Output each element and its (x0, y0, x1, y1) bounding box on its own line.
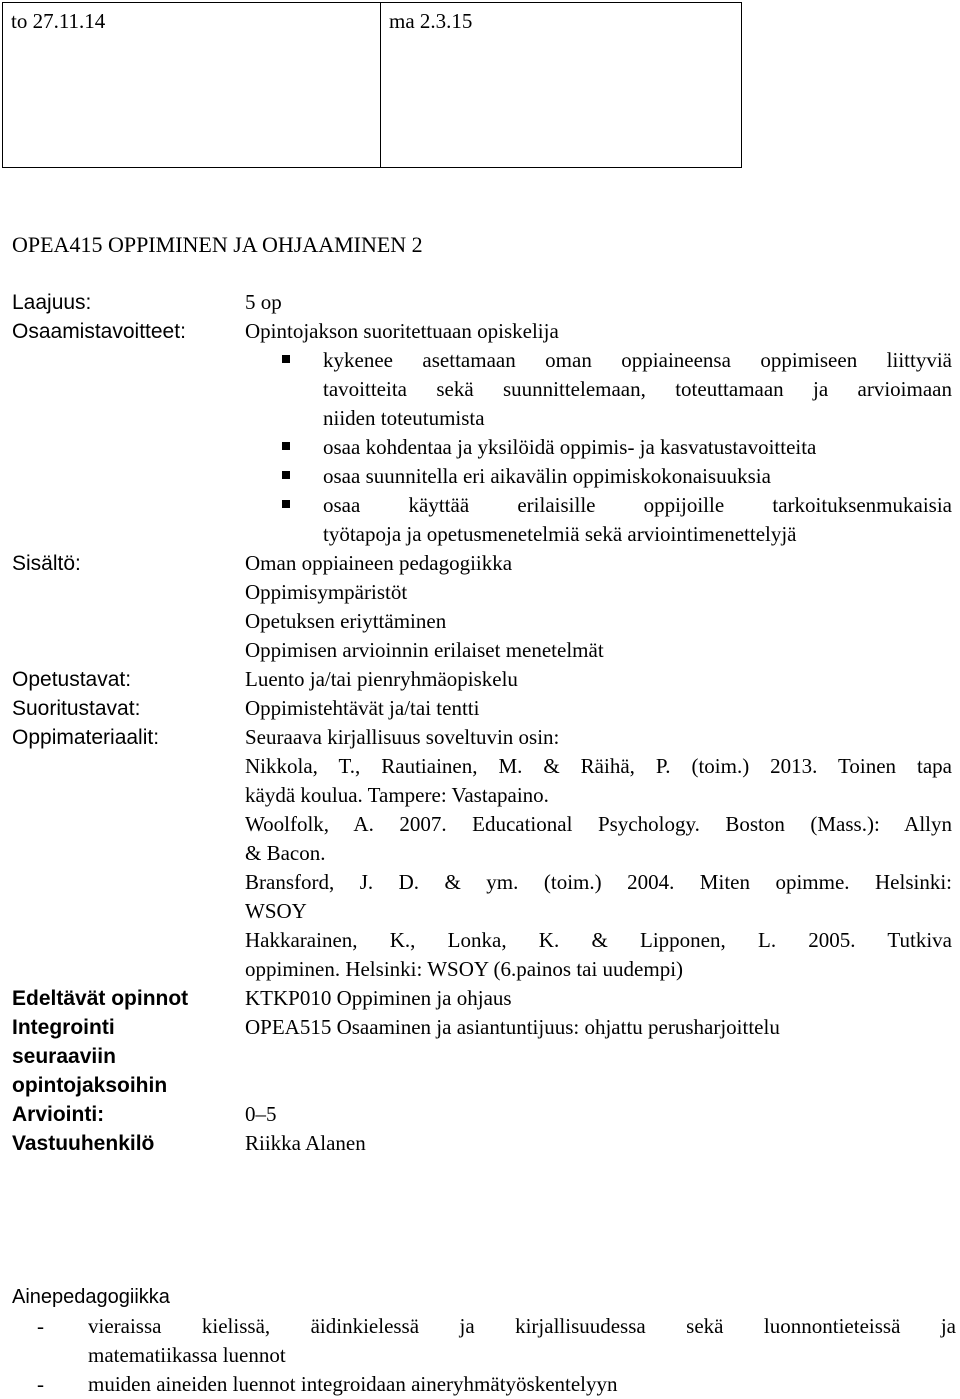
row-vastuuhenkilo (12, 1129, 952, 1158)
row-integrointi (12, 1013, 952, 1100)
objective-item (245, 462, 952, 491)
footer-line: - muiden aineiden luennot integroidaan aineryhmätyöskentelyyn (88, 1372, 618, 1396)
value-laajuus: 5 op (245, 290, 282, 314)
objective-line: tavoitteita sekä suunnittelemaan, toteuttamaan ja arvioimaan (323, 377, 952, 401)
footer-item (12, 1370, 956, 1399)
objective-line: kykenee asettamaan oman oppiaineensa oppimiseen liittyviä (323, 348, 952, 372)
header-cell-left (3, 3, 381, 167)
footer-item (12, 1312, 956, 1370)
label-integrointi (12, 1013, 245, 1100)
reference-line: WSOY (245, 899, 307, 923)
objectives-intro: Opintojakson suoritettuaan opiskelija (245, 319, 559, 343)
objective-item (245, 491, 952, 549)
row-opetustavat (12, 665, 952, 694)
label-vastuuhenkilo: Vastuuhenkilö (12, 1132, 155, 1155)
course-title: OPEA415 OPPIMINEN JA OHJAAMINEN 2 (12, 232, 423, 257)
row-oppimateriaalit (12, 723, 952, 984)
value-suoritustavat: Oppimistehtävät ja/tai tentti (245, 696, 480, 720)
course-info (12, 288, 952, 1158)
value-sisalto (245, 549, 952, 665)
left-date: to 27.11.14 (11, 9, 106, 33)
label-line: Integrointi (12, 1016, 115, 1039)
label-laajuus: Laajuus: (12, 291, 92, 314)
materials-intro: Seuraava kirjallisuus soveltuvin osin: (245, 725, 560, 749)
label-opetustavat: Opetustavat: (12, 668, 132, 691)
objective-line: osaa kohdentaa ja yksilöidä oppimis- ja kasvatustavoitteita (323, 435, 817, 459)
reference-line: käydä koulua. Tampere: Vastapaino. (245, 783, 549, 807)
objective-item (245, 433, 952, 462)
content-item: Opetuksen eriyttäminen (245, 609, 447, 633)
value-vastuuhenkilo: Riikka Alanen (245, 1131, 366, 1155)
reference-item (245, 926, 952, 984)
reference-line: oppiminen. Helsinki: WSOY (6.painos tai uudempi) (245, 957, 684, 981)
content-item: Oman oppiaineen pedagogiikka (245, 551, 513, 575)
content-item: Oppimisympäristöt (245, 580, 408, 604)
row-laajuus (12, 288, 952, 317)
row-edeltavat (12, 984, 952, 1013)
row-arviointi (12, 1100, 952, 1129)
label-line: seuraaviin (12, 1045, 116, 1068)
label-osaamistavoitteet: Osaamistavoitteet: (12, 320, 186, 343)
value-opetustavat: Luento ja/tai pienryhmäopiskelu (245, 667, 518, 691)
footer-line: matematiikassa luennot (88, 1343, 286, 1367)
reference-item (245, 810, 952, 868)
label-sisalto: Sisältö: (12, 552, 81, 575)
label-line: opintojaksoihin (12, 1074, 168, 1097)
label-edeltavat: Edeltävät opinnot (12, 987, 189, 1010)
reference-line: Hakkarainen, K., Lonka, K. & Lipponen, L. 2005. Tutkiva (245, 928, 952, 952)
row-sisalto (12, 549, 952, 665)
objective-line: työtapoja ja opetusmenetelmiä sekä arviointimenettelyjä (323, 522, 797, 546)
right-date: ma 2.3.15 (389, 9, 473, 33)
label-oppimateriaalit: Oppimateriaalit: (12, 726, 160, 749)
reference-item (245, 868, 952, 926)
reference-line: Woolfolk, A. 2007. Educational Psychology. Boston (Mass.): Allyn (245, 812, 952, 836)
label-suoritustavat: Suoritustavat: (12, 697, 141, 720)
reference-line: Bransford, J. D. & ym. (toim.) 2004. Miten opimme. Helsinki: (245, 870, 952, 894)
objective-line: osaa suunnitella eri aikavälin oppimiskokonaisuuksia (323, 464, 771, 488)
reference-item (245, 752, 952, 810)
footer-section (12, 1282, 956, 1399)
footer-title: Ainepedagogiikka (12, 1286, 170, 1308)
objective-item (245, 346, 952, 433)
header-table (2, 2, 742, 168)
value-integrointi: OPEA515 Osaaminen ja asiantuntijuus: ohjattu perusharjoittelu (245, 1015, 780, 1039)
reference-line: Nikkola, T., Rautiainen, M. & Räihä, P. (toim.) 2013. Toinen tapa (245, 754, 952, 778)
objective-line: osaa käyttää erilaisille oppijoille tarkoituksenmukaisia (323, 493, 952, 517)
label-arviointi: Arviointi: (12, 1103, 105, 1126)
value-oppimateriaalit (245, 723, 952, 984)
header-cell-right (381, 3, 741, 167)
row-osaamistavoitteet (12, 317, 952, 549)
reference-line: & Bacon. (245, 841, 326, 865)
value-edeltavat: KTKP010 Oppiminen ja ohjaus (245, 986, 512, 1010)
objective-line: niiden toteutumista (323, 406, 485, 430)
value-arviointi: 0–5 (245, 1102, 277, 1126)
objectives-list (245, 346, 952, 549)
value-osaamistavoitteet (245, 317, 952, 549)
footer-line: - vieraissa kielissä, äidinkielessä ja kirjallisuudessa sekä luonnontieteissä ja (88, 1314, 956, 1338)
content-item: Oppimisen arvioinnin erilaiset menetelmät (245, 638, 604, 662)
row-suoritustavat (12, 694, 952, 723)
footer-list (12, 1312, 956, 1399)
